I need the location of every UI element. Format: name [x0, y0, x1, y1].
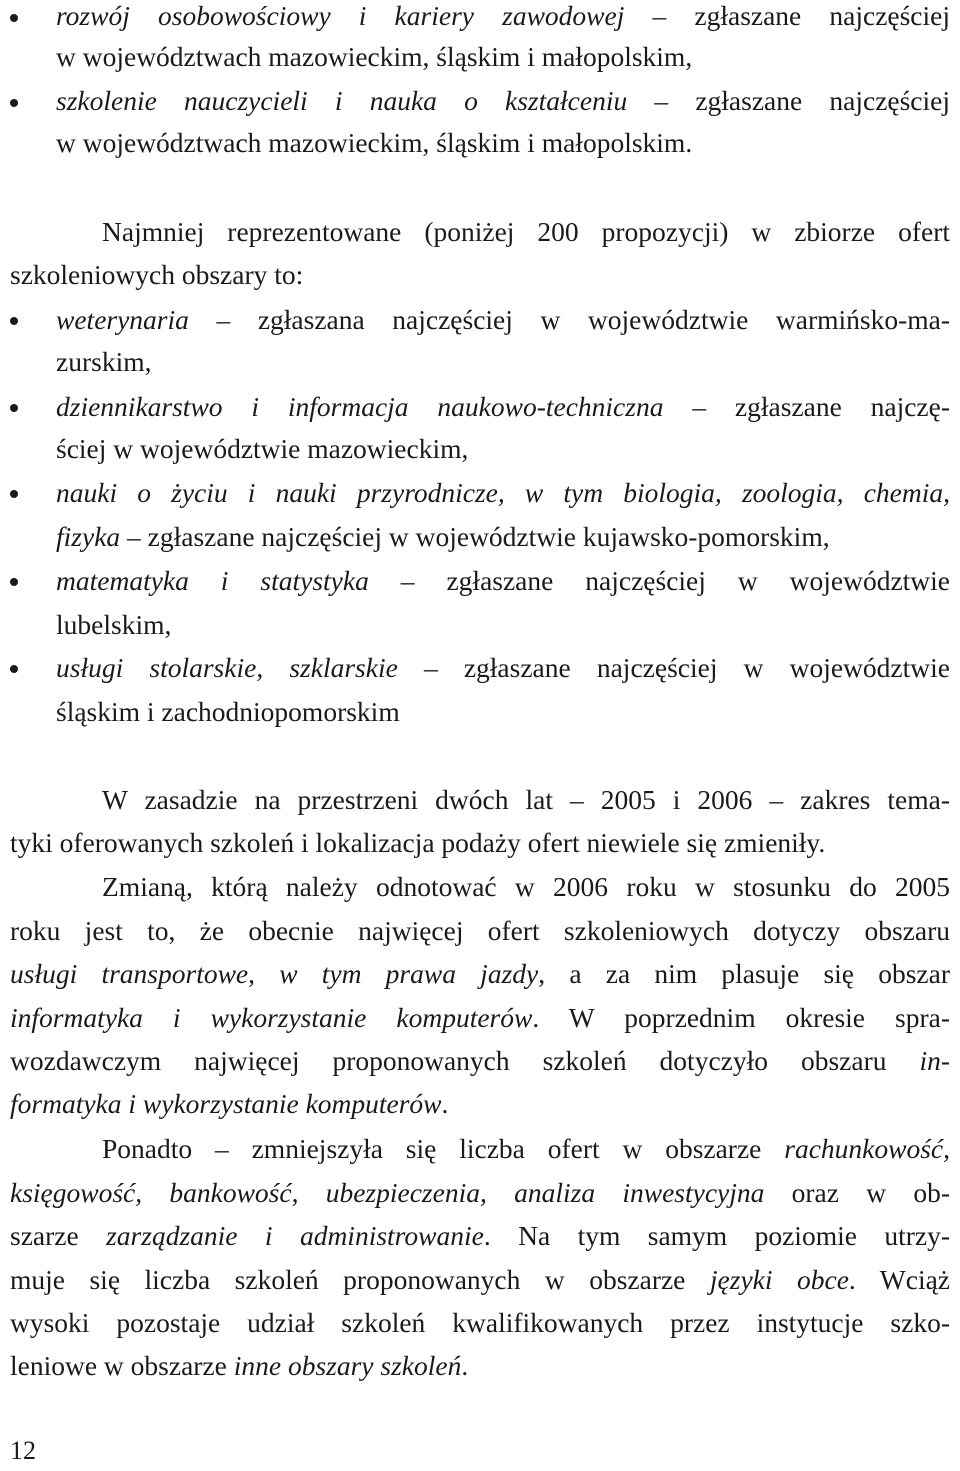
bullet-icon: [10, 404, 18, 412]
paragraph-line: szkoleniowych obszary to:: [10, 259, 304, 290]
paragraph-line: W zasadzie na przestrzeni dwóch lat – 2005 i 2006 – zakres tema-: [102, 784, 950, 815]
list-item-line: weterynaria – zgłaszana najczęściej w województwie warmińsko-ma-: [56, 304, 950, 335]
page-number: 12: [10, 1436, 36, 1465]
paragraph-line: księgowość, bankowość, ubezpieczenia, analiza inwestycyjna oraz w ob-: [10, 1177, 950, 1208]
paragraph-line: wozdawczym najwięcej proponowanych szkoleń dotyczyło obszaru in-: [10, 1045, 950, 1076]
bullet-icon: [10, 99, 18, 107]
paragraph-line: szarze zarządzanie i administrowanie. Na tym samym poziomie utrzy-: [10, 1220, 950, 1251]
list-item-line: dziennikarstwo i informacja naukowo-techniczna – zgłaszane najczę-: [56, 391, 951, 422]
paragraph-line: Zmianą, którą należy odnotować w 2006 roku w stosunku do 2005: [102, 871, 950, 902]
paragraph-line: formatyka i wykorzystanie komputerów.: [10, 1088, 449, 1119]
list-item-line: śląskim i zachodniopomorskim: [56, 696, 400, 727]
list-item-line: fizyka – zgłaszane najczęściej w województwie kujawsko-pomorskim,: [56, 521, 830, 552]
bullet-icon: [10, 490, 18, 498]
bullet-icon: [10, 578, 18, 586]
paragraph-line: tyki oferowanych szkoleń i lokalizacja podaży ofert niewiele się zmieniły.: [10, 827, 826, 858]
paragraph-line: Najmniej reprezentowane (poniżej 200 propozycji) w zbiorze ofert: [102, 216, 950, 247]
paragraph-line: informatyka i wykorzystanie komputerów. W poprzednim okresie spra-: [10, 1002, 951, 1033]
bullet-icon: [10, 665, 18, 673]
list-item-line: usługi stolarskie, szklarskie – zgłaszane najczęściej w województwie: [56, 652, 950, 683]
paragraph-line: Ponadto – zmniejszyła się liczba ofert w obszarze rachunkowość,: [102, 1133, 950, 1164]
list-item-line: rozwój osobowościowy i kariery zawodowej – zgłaszane najczęściej: [56, 0, 951, 31]
paragraph-line: muje się liczba szkoleń proponowanych w obszarze języki obce. Wciąż: [10, 1264, 950, 1295]
paragraph-line: roku jest to, że obecnie najwięcej ofert szkoleniowych dotyczy obszaru: [10, 915, 950, 946]
list-item-line: ściej w województwie mazowieckim,: [56, 433, 469, 464]
list-item-line: w województwach mazowieckim, śląskim i małopolskim,: [56, 41, 693, 72]
bullet-icon: [10, 14, 18, 22]
paragraph-line: leniowe w obszarze inne obszary szkoleń.: [10, 1350, 469, 1381]
paragraph-line: usługi transportowe, w tym prawa jazdy, a za nim plasuje się obszar: [10, 958, 950, 989]
list-item-line: w województwach mazowieckim, śląskim i małopolskim.: [56, 127, 693, 158]
list-item-line: matematyka i statystyka – zgłaszane najczęściej w województwie: [56, 565, 950, 596]
list-item-line: lubelskim,: [56, 609, 172, 640]
bullet-icon: [10, 317, 18, 325]
paragraph-line: wysoki pozostaje udział szkoleń kwalifikowanych przez instytucje szko-: [10, 1307, 950, 1338]
list-item-line: szkolenie nauczycieli i nauka o kształceniu – zgłaszane najczęściej: [56, 85, 950, 116]
document-page: [10, 0, 950, 1471]
list-item-line: nauki o życiu i nauki przyrodnicze, w tym biologia, zoologia, chemia,: [56, 477, 950, 508]
list-item-line: zurskim,: [56, 346, 152, 377]
